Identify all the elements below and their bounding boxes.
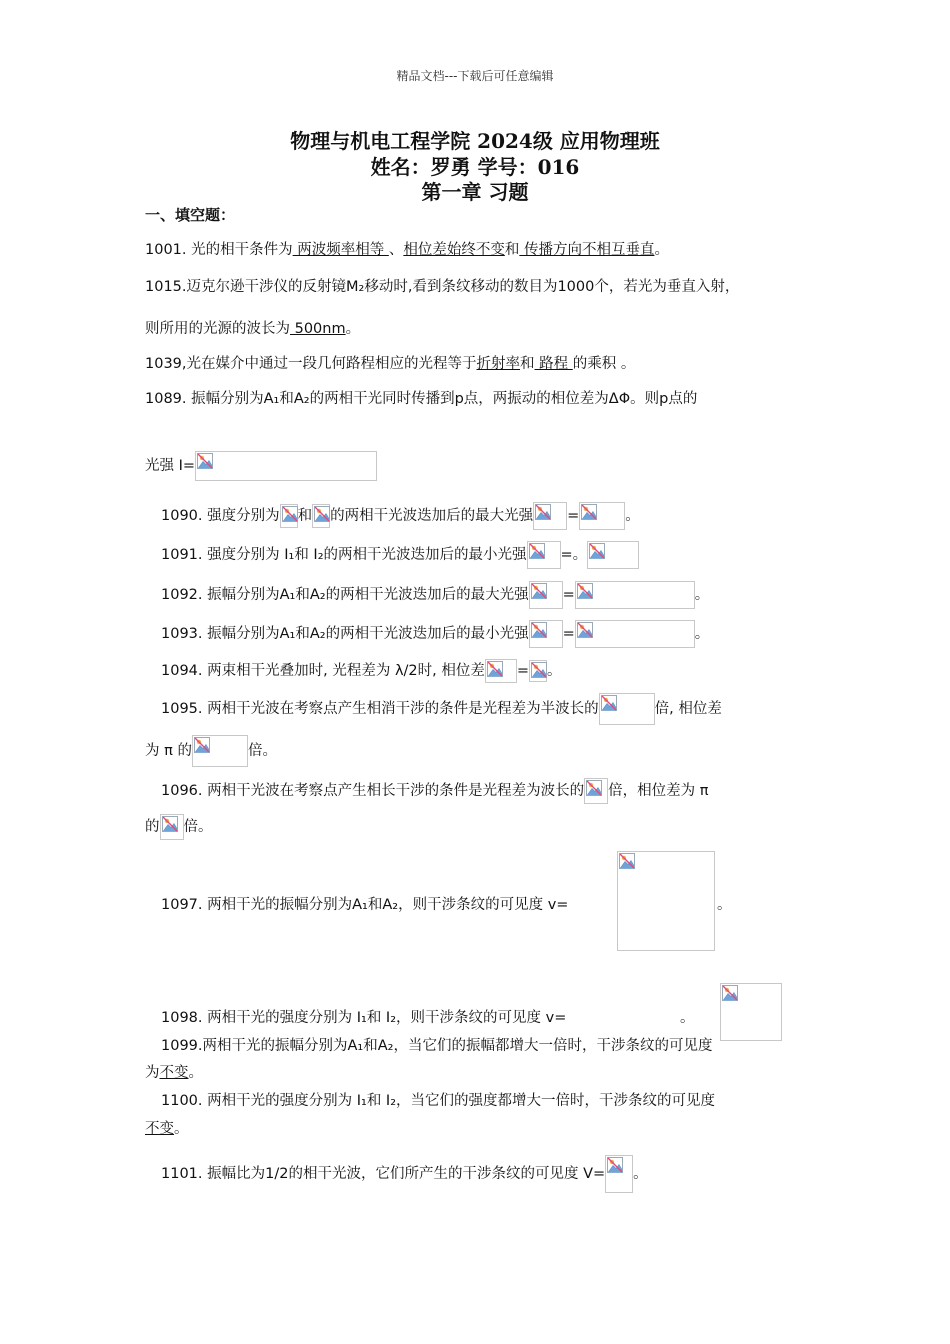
question-1097-end: 。	[717, 897, 732, 913]
broken-image-icon	[531, 583, 547, 599]
broken-image-icon	[586, 780, 602, 796]
broken-image-icon	[722, 985, 738, 1001]
formula-image	[195, 451, 377, 481]
broken-image-icon	[531, 662, 547, 678]
section-heading: 一、填空题：	[145, 206, 236, 224]
formula-image	[575, 620, 695, 648]
formula-image	[587, 541, 639, 569]
formula-image	[280, 504, 298, 528]
formula-image	[192, 735, 248, 767]
broken-image-icon	[194, 737, 210, 753]
question-1096-line1: 1096. 两相干光波在考察点产生相长干涉的条件是光程差为波长的 倍，相位差为 π	[161, 778, 708, 804]
broken-image-icon	[531, 622, 547, 638]
title-line-3: 第一章 习题	[421, 180, 529, 204]
broken-image-icon	[589, 543, 605, 559]
question-1095-line1: 1095. 两相干光波在考察点产生相消干涉的条件是光程差为半波长的 倍, 相位差	[161, 693, 722, 725]
formula-image	[529, 581, 563, 609]
formula-image	[599, 693, 655, 725]
question-1096-line2: 的 倍。	[145, 814, 213, 840]
formula-image	[579, 502, 625, 530]
question-1098: 1098. 两相干光的强度分别为 I₁和 I₂，则干涉条纹的可见度 v=	[161, 1010, 567, 1026]
broken-image-icon	[607, 1157, 623, 1173]
question-1090: 1090. 强度分别为 和 的两相干光波迭加后的最大光强 = 。	[161, 502, 640, 530]
question-1015-line2: 则所用的光源的波长为 500nm。	[145, 321, 361, 337]
formula-image	[312, 504, 330, 528]
title-line-2: 姓名：罗勇 学号：016	[370, 155, 580, 179]
question-1100-line1: 1100. 两相干光的强度分别为 I₁和 I₂，当它们的强度都增大一倍时，干涉条纹的可见度	[161, 1093, 716, 1109]
question-1099-line2: 为不变。	[145, 1065, 203, 1081]
question-1094: 1094. 两束相干光叠加时, 光程差为 λ/2时, 相位差 = 。	[161, 659, 562, 683]
question-1100-line2: 不变。	[145, 1121, 189, 1137]
page-header: 精品文档---下载后可任意编辑	[396, 69, 554, 83]
formula-image	[584, 778, 608, 804]
broken-image-icon	[529, 543, 545, 559]
question-1095-line2: 为 π 的 倍。	[145, 735, 277, 767]
question-1098-end: 。	[680, 1010, 695, 1026]
formula-image	[720, 983, 782, 1041]
question-1093: 1093. 振幅分别为A₁和A₂的两相干光波迭加后的最小光强 = 。	[161, 620, 709, 648]
broken-image-icon	[162, 816, 178, 832]
broken-image-icon	[601, 695, 617, 711]
question-1015-line1: 1015.迈克尔逊干涉仪的反射镜M₂移动时,看到条纹移动的数目为1000个，若光为垂直入射，	[145, 279, 740, 295]
formula-image	[160, 814, 184, 840]
broken-image-icon	[619, 853, 635, 869]
title-line-1: 物理与机电工程学院 2024级 应用物理班	[290, 129, 660, 153]
question-1039: 1039,光在媒介中通过一段几何路程相应的光程等于折射率和 路程 的乘积 。	[145, 356, 636, 372]
broken-image-icon	[197, 453, 213, 469]
broken-image-icon	[535, 504, 551, 520]
formula-image	[533, 502, 567, 530]
question-1089-line2: 光强 I=	[145, 451, 377, 481]
question-1101: 1101. 振幅比为1/2的相干光波，它们所产生的干涉条纹的可见度 V= 。	[161, 1155, 648, 1193]
formula-image	[529, 660, 547, 682]
question-1089-line1: 1089. 振幅分别为A₁和A₂的两相干光同时传播到p点，两振动的相位差为ΔΦ。则p点的	[145, 391, 698, 407]
question-1001: 1001. 光的相干条件为 两波频率相等 、相位差始终不变和 传播方向不相互垂直。	[145, 242, 669, 258]
broken-image-icon	[282, 506, 298, 522]
formula-image	[485, 659, 517, 683]
formula-image	[575, 581, 695, 609]
broken-image-icon	[577, 583, 593, 599]
question-1099-line1: 1099.两相干光的振幅分别为A₁和A₂，当它们的振幅都增大一倍时，干涉条纹的可见度	[161, 1038, 713, 1054]
broken-image-icon	[314, 506, 330, 522]
formula-image	[617, 851, 715, 951]
formula-image	[529, 620, 563, 648]
formula-image	[605, 1155, 633, 1193]
broken-image-icon	[487, 661, 503, 677]
question-1092: 1092. 振幅分别为A₁和A₂的两相干光波迭加后的最大光强 = 。	[161, 581, 709, 609]
question-1097: 1097. 两相干光的振幅分别为A₁和A₂，则干涉条纹的可见度 v=	[161, 897, 569, 913]
broken-image-icon	[577, 622, 593, 638]
question-1091: 1091. 强度分别为 I₁和 I₂的两相干光波迭加后的最小光强 =。	[161, 541, 639, 569]
formula-image	[527, 541, 561, 569]
broken-image-icon	[581, 504, 597, 520]
